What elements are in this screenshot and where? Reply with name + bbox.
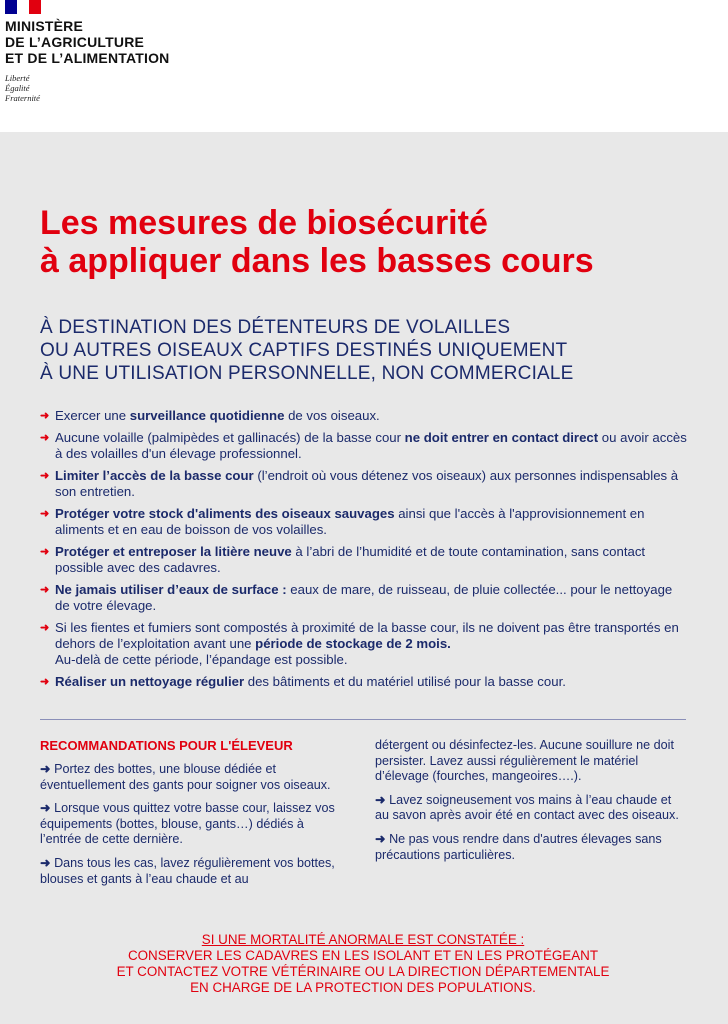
motto-line: Égalité — [5, 83, 30, 93]
french-flag-icon — [5, 0, 41, 14]
list-item — [40, 408, 688, 424]
arrow-right-icon: ➜ — [375, 792, 386, 807]
arrow-right-icon: ➜ — [40, 855, 51, 870]
list-item — [40, 468, 688, 500]
item-text: Au-delà de cette période, l’épandage est possible. — [55, 652, 348, 667]
list-item — [40, 430, 688, 462]
item-text-bold: Protéger votre stock d'aliments des oiseaux sauvages — [55, 506, 395, 521]
mortality-alert — [40, 932, 686, 996]
recommendation-item — [40, 856, 340, 887]
subtitle-line: À DESTINATION DES DÉTENTEURS DE VOLAILLES — [40, 317, 511, 338]
motto-line: Fraternité — [5, 93, 40, 103]
list-item — [40, 620, 688, 668]
recommendation-text: Portez des bottes, une blouse dédiée et éventuellement des gants pour soigner vos oiseaux. — [40, 762, 331, 792]
recommendations-title: RECOMMANDATIONS POUR L'ÉLEVEUR — [40, 738, 293, 753]
item-text-bold: surveillance quotidienne — [129, 408, 285, 423]
arrow-right-icon: ➜ — [40, 410, 50, 422]
recommendation-text: Dans tous les cas, lavez régulièrement vos bottes, blouses et gants à l’eau chaude et au — [40, 855, 335, 886]
arrow-right-icon: ➜ — [40, 584, 50, 596]
arrow-right-icon: ➜ — [40, 546, 50, 558]
list-item — [40, 544, 688, 576]
header — [0, 0, 728, 132]
arrow-right-icon: ➜ — [40, 432, 50, 444]
section-divider — [40, 719, 686, 720]
item-text-bold: Limiter l’accès de la basse cour — [55, 468, 254, 483]
list-item — [40, 506, 688, 538]
ministry-line: DE L’AGRICULTURE — [5, 34, 145, 50]
recommendation-continuation: détergent ou désinfectez-les. Aucune souillure ne doit persister. Lavez aussi régulièrement le matériel d’élevage (fourches, mangeoires….). — [375, 738, 674, 784]
item-text: à l’abri de l’humidité et de toute contamination, sans contact possible avec des cadavres. — [55, 544, 646, 575]
arrow-right-icon: ➜ — [40, 762, 51, 776]
item-text-bold: Protéger et entreposer la litière neuve — [55, 544, 292, 559]
item-text-bold: ne doit entrer en contact direct — [404, 430, 599, 445]
arrow-right-icon: ➜ — [375, 831, 386, 846]
recommendation-text: Lavez soigneusement vos mains à l’eau chaude et au savon après avoir été en contact avec des oiseaux. — [375, 792, 679, 823]
alert-line: EN CHARGE DE LA PROTECTION DES POPULATIONS. — [190, 980, 536, 995]
recommendations-left-column — [40, 738, 340, 895]
page-subtitle — [40, 316, 700, 385]
item-text: Si les fientes et fumiers sont compostés à proximité de la basse cour, ils ne doivent pas être transportés en dehors de l’exploitation avant une — [55, 620, 679, 651]
recommendation-text: Ne pas vous rendre dans d'autres élevages sans précautions particulières. — [375, 831, 662, 862]
ministry-line: ET DE L’ALIMENTATION — [5, 50, 170, 66]
arrow-right-icon: ➜ — [40, 470, 50, 482]
republic-motto — [5, 73, 40, 103]
arrow-right-icon: ➜ — [40, 801, 51, 816]
item-text: ou avoir accès à des volailles d'un élevage professionnel. — [55, 430, 687, 461]
item-text: ainsi que l'accès à l'approvisionnement en aliments et en eau de boisson de vos volailles. — [55, 506, 645, 537]
item-text: Exercer une — [55, 408, 130, 423]
item-text: Aucune volaille (palmipèdes et gallinacés) de la basse cour — [55, 430, 405, 445]
alert-line: SI UNE MORTALITÉ ANORMALE EST CONSTATÉE : — [201, 932, 525, 947]
item-text-bold: période de stockage de 2 mois. — [255, 636, 451, 651]
subtitle-line: À UNE UTILISATION PERSONNELLE, NON COMMERCIALE — [40, 363, 574, 384]
item-text: des bâtiments et du matériel utilisé pour la basse cour. — [244, 674, 566, 689]
item-text: (l’endroit où vous détenez vos oiseaux) aux personnes indispensables à son entretien. — [55, 468, 679, 499]
recommendations-right-column — [375, 738, 687, 871]
motto-line: Liberté — [5, 73, 30, 83]
title-line: Les mesures de biosécurité — [40, 204, 488, 242]
arrow-right-icon: ➜ — [40, 622, 50, 634]
ministry-name — [5, 18, 169, 66]
title-line: à appliquer dans les basses cours — [40, 242, 594, 280]
item-text-bold: Réaliser un nettoyage régulier — [55, 674, 245, 689]
recommendation-text: Lorsque vous quittez votre basse cour, laissez vos équipements (bottes, blouse, gants…) dédiés à l’entrée de cette dernière. — [40, 801, 335, 847]
alert-line: ET CONTACTEZ VOTRE VÉTÉRINAIRE OU LA DIRECTION DÉPARTEMENTALE — [116, 964, 610, 979]
recommendation-item — [40, 801, 340, 848]
recommendation-item — [375, 832, 687, 863]
subtitle-line: OU AUTRES OISEAUX CAPTIFS DESTINÉS UNIQUEMENT — [40, 340, 568, 361]
recommendation-item — [40, 762, 340, 793]
biosecurity-measures-list — [40, 408, 688, 696]
ministry-line: MINISTÈRE — [5, 18, 84, 34]
recommendation-item — [375, 793, 687, 824]
alert-line: CONSERVER LES CADAVRES EN LES ISOLANT ET EN LES PROTÉGEANT — [127, 948, 599, 963]
item-text: de vos oiseaux. — [284, 408, 380, 423]
arrow-right-icon: ➜ — [40, 508, 50, 520]
list-item — [40, 582, 688, 614]
arrow-right-icon: ➜ — [40, 676, 50, 688]
item-text-bold: Ne jamais utiliser d’eaux de surface : — [55, 582, 287, 597]
list-item — [40, 674, 688, 690]
page-title — [40, 204, 700, 280]
item-text: eaux de mare, de ruisseau, de pluie collectée... pour le nettoyage de votre élevage. — [55, 582, 673, 613]
